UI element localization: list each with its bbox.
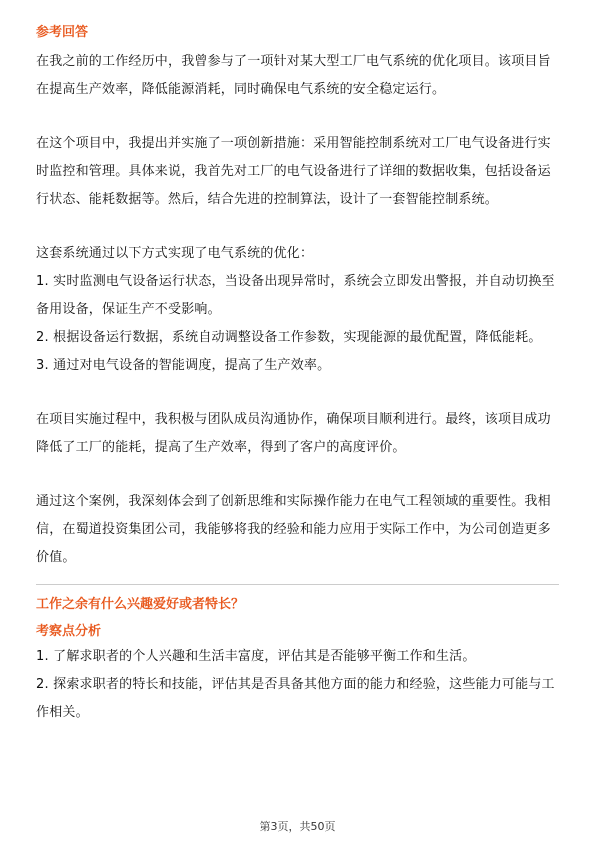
question-title: 工作之余有什么兴趣爱好或者特长？ [36,597,245,612]
section-divider [36,584,559,585]
list-item: 2. 探索求职者的特长和技能，评估其是否具备其他方面的能力和经验，这些能力可能与工作相关。 [36,677,555,720]
list-item: 2. 根据设备运行数据，系统自动调整设备工作参数，实现能源的最优配置，降低能耗。 [36,330,542,345]
page-number: 第3页，共50页 [259,820,336,833]
answer-paragraph: 通过这个案例，我深刻体会到了创新思维和实际操作能力在电气工程领域的重要性。我相信，在蜀道投资集团公司，我能够将我的经验和能力应用于实际工作中，为公司创造更多价值。 [36,494,551,565]
analysis-heading: 考察点分析 [36,624,102,639]
document-page [36,24,559,727]
answer-paragraph: 在这个项目中，我提出并实施了一项创新措施：采用智能控制系统对工厂电气设备进行实时监控和管理。具体来说，我首先对工厂的电气设备进行了详细的数据收集，包括设备运行状态、能耗数据等。然后，结合先进的控制算法，设计了一套智能控制系统。 [36,136,551,207]
answer-paragraph: 在我之前的工作经历中，我曾参与了一项针对某大型工厂电气系统的优化项目。该项目旨在提高生产效率，降低能源消耗，同时确保电气系统的安全稳定运行。 [36,54,551,97]
answer-paragraph: 这套系统通过以下方式实现了电气系统的优化： [36,246,314,261]
list-item: 3. 通过对电气设备的智能调度，提高了生产效率。 [36,358,331,373]
answer-paragraph: 在项目实施过程中，我积极与团队成员沟通协作，确保项目顺利进行。最终，该项目成功降低了工厂的能耗，提高了生产效率，得到了客户的高度评价。 [36,412,551,455]
answer-heading: 参考回答 [36,25,89,40]
list-item: 1. 实时监测电气设备运行状态，当设备出现异常时，系统会立即发出警报，并自动切换至备用设备，保证生产不受影响。 [36,274,555,317]
list-item: 1. 了解求职者的个人兴趣和生活丰富度，评估其是否能够平衡工作和生活。 [36,649,476,664]
